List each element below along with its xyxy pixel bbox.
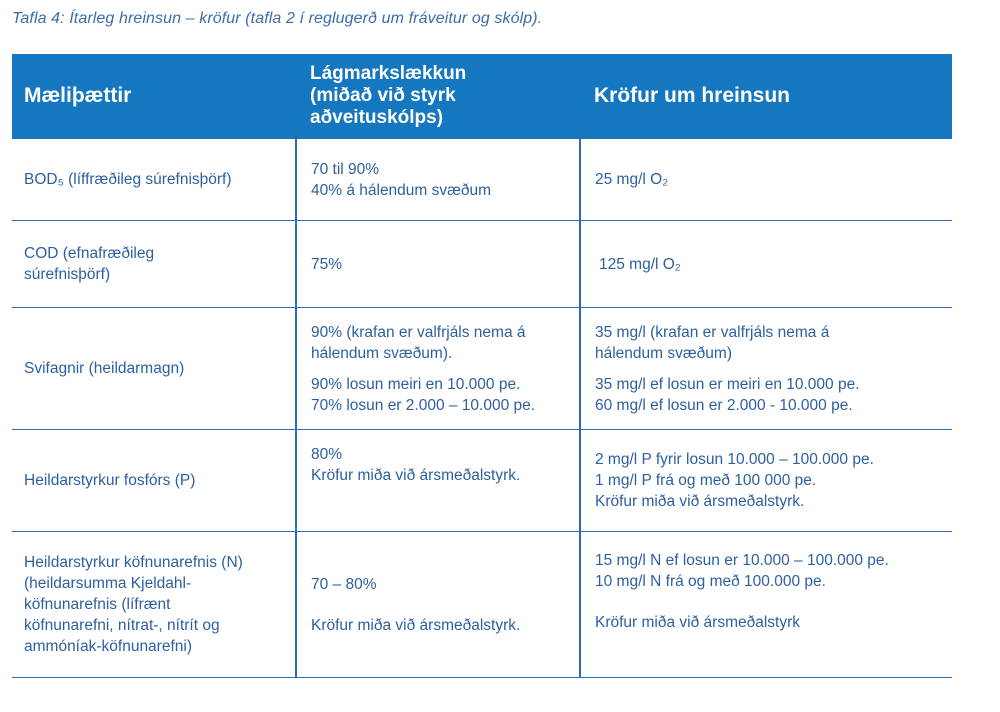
cell-requirement xyxy=(580,308,952,430)
table-row xyxy=(12,430,952,532)
cell-text: 75% xyxy=(311,255,343,273)
cell-text: 125 mg/l O₂ xyxy=(599,255,681,273)
header-parameters: Mæliþættir xyxy=(12,54,296,139)
table-row xyxy=(12,221,952,308)
cell-text: Kröfur miða við ársmeðalstyrk. xyxy=(311,467,521,484)
cell-text: 70 – 80% xyxy=(311,575,377,593)
cell-reduction xyxy=(296,430,580,532)
cell-text: 10 mg/l N frá og með 100.000 pe. xyxy=(595,573,826,590)
cell-text: hálendum svæðum). xyxy=(311,344,453,362)
cell-parameter xyxy=(12,430,296,532)
cell-requirement xyxy=(580,430,952,532)
requirements-table xyxy=(12,54,952,678)
cell-text: 70 til 90% xyxy=(311,160,380,178)
cell-text: Kröfur miða við ársmeðalstyrk xyxy=(595,614,801,631)
cell-text: Kröfur miða við ársmeðalstyrk. xyxy=(595,493,805,510)
cell-text: Heildarstyrkur köfnunarefnis (N) xyxy=(24,554,243,571)
cell-text: 90% losun meiri en 10.000 pe. xyxy=(311,375,521,393)
cell-text: köfnunarefni, nítrat-, nítrít og xyxy=(24,617,220,634)
cell-text: Kröfur miða við ársmeðalstyrk. xyxy=(311,616,521,634)
cell-parameter xyxy=(12,308,296,430)
header-requirements: Kröfur um hreinsun xyxy=(580,54,952,139)
header-min-reduction xyxy=(296,54,580,139)
header-line: aðveituskólps) xyxy=(310,107,444,128)
table-header-row xyxy=(12,54,952,139)
cell-text: BOD₅ (líffræðileg súrefnisþörf) xyxy=(24,171,232,188)
cell-text: 35 mg/l (krafan er valfrjáls nema á xyxy=(595,323,830,341)
table-row xyxy=(12,308,952,430)
cell-text: 80% xyxy=(311,446,343,463)
cell-text: 1 mg/l P frá og með 100 000 pe. xyxy=(595,472,817,489)
cell-text: COD (efnafræðileg xyxy=(24,245,155,262)
cell-text: 70% losun er 2.000 – 10.000 pe. xyxy=(311,396,536,414)
header-line: Lágmarkslækkun xyxy=(310,63,467,84)
cell-text: 90% (krafan er valfrjáls nema á xyxy=(311,323,526,341)
cell-text: hálendum svæðum) xyxy=(595,344,732,362)
table-row xyxy=(12,139,952,221)
cell-requirement xyxy=(580,221,952,308)
header-line: (miðað við styrk xyxy=(310,85,456,106)
cell-parameter xyxy=(12,532,296,678)
cell-text: súrefnisþörf) xyxy=(24,266,111,283)
cell-text: 60 mg/l ef losun er 2.000 - 10.000 pe. xyxy=(595,396,853,414)
cell-reduction xyxy=(296,308,580,430)
cell-text: 35 mg/l ef losun er meiri en 10.000 pe. xyxy=(595,375,860,393)
cell-text: Heildarstyrkur fosfórs (P) xyxy=(24,472,196,489)
cell-text: 2 mg/l P fyrir losun 10.000 – 100.000 pe. xyxy=(595,451,874,468)
cell-text: 25 mg/l O₂ xyxy=(595,171,669,188)
cell-text: (heildarsumma Kjeldahl- xyxy=(24,575,192,592)
cell-requirement xyxy=(580,139,952,221)
cell-text: 40% á hálendum svæðum xyxy=(311,181,492,199)
cell-parameter xyxy=(12,221,296,308)
cell-text: köfnunarefnis (lífrænt xyxy=(24,596,171,613)
table-row xyxy=(12,532,952,678)
cell-reduction xyxy=(296,139,580,221)
cell-reduction xyxy=(296,221,580,308)
table-caption: Tafla 4: Ítarleg hreinsun – kröfur (tafla 2 í reglugerð um fráveitur og skólp). xyxy=(12,10,543,27)
cell-requirement xyxy=(580,532,952,678)
cell-text: Svifagnir (heildarmagn) xyxy=(24,360,185,377)
cell-parameter xyxy=(12,139,296,221)
cell-reduction xyxy=(296,532,580,678)
cell-text: 15 mg/l N ef losun er 10.000 – 100.000 pe. xyxy=(595,552,889,569)
cell-text: ammóníak-köfnunarefni) xyxy=(24,638,192,655)
